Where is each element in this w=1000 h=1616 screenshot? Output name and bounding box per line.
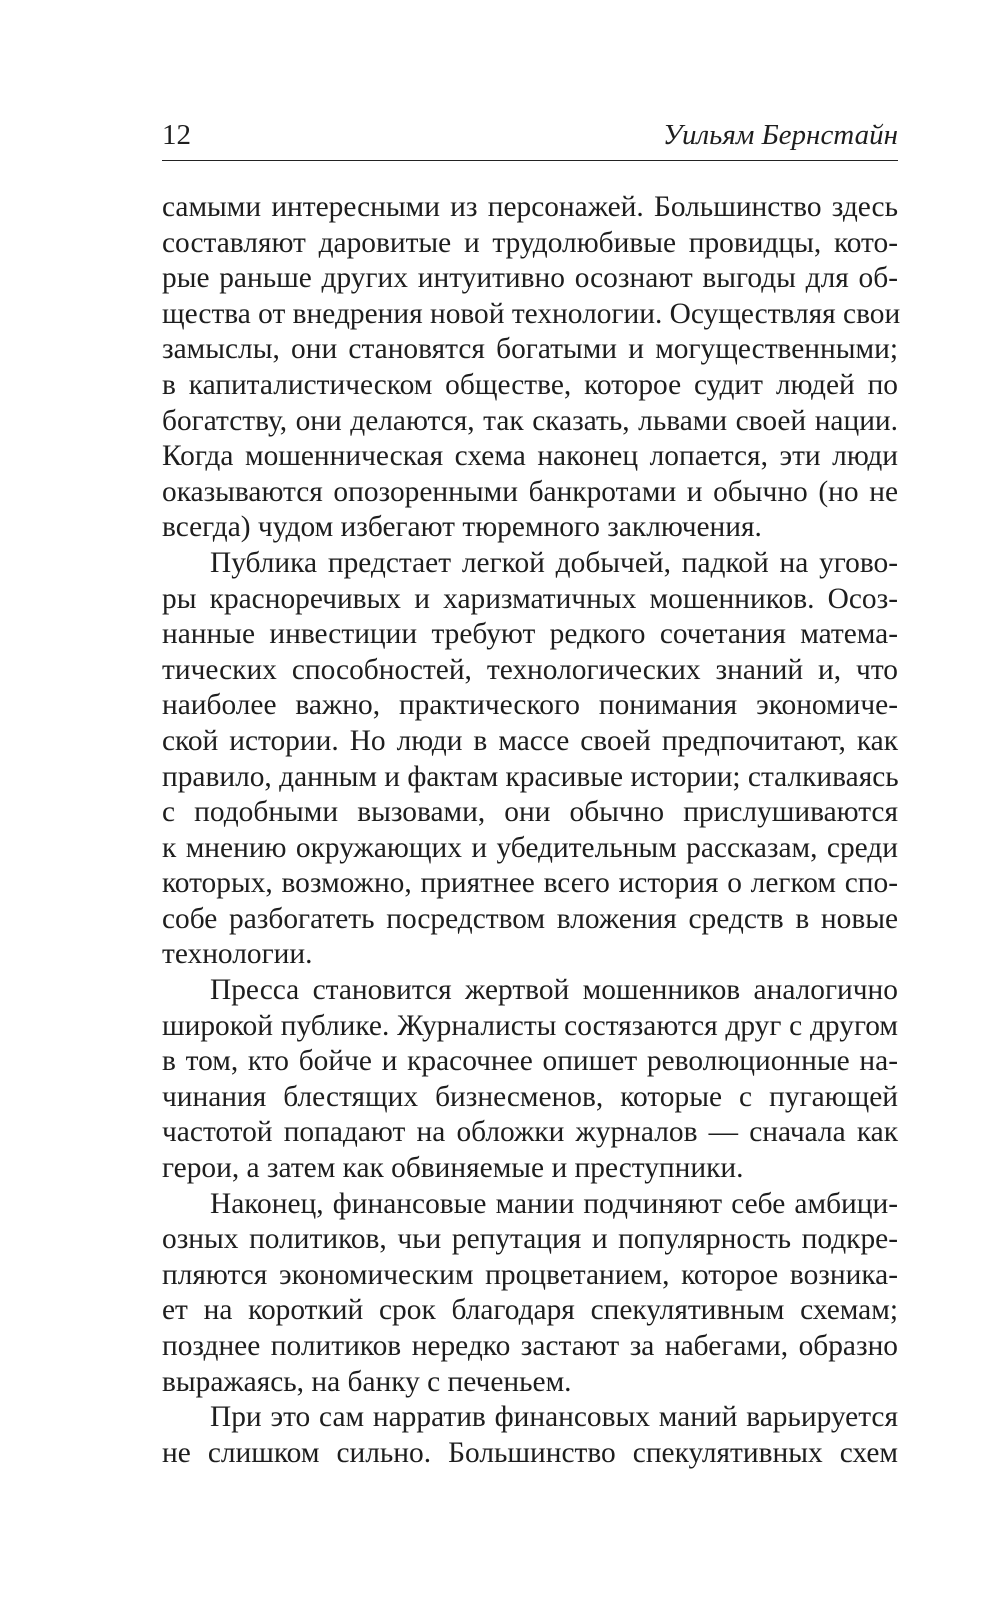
text-line: широкой публике. Журналисты состязаются друг с другом (162, 1009, 898, 1042)
paragraph (162, 1187, 898, 1401)
text-line: позднее политиков нередко застают за набегами, образно (162, 1330, 898, 1362)
text-line: наиболее важно, практического понимания экономиче- (162, 689, 898, 722)
paragraph (162, 973, 898, 1187)
text-line: Пресса становится жертвой мошенников аналогично (210, 974, 898, 1007)
text-line: Наконец, финансовые мании подчиняют себе амбици- (210, 1187, 898, 1220)
text-line: ской истории. Но люди в массе своей предпочитают, как (162, 724, 898, 757)
text-line: правило, данным и фактам красивые истории; сталкиваясь (162, 760, 899, 793)
text-line: богатству, они делаются, так сказать, львами своей нации. (162, 404, 898, 437)
text-line: в том, кто бойче и красочнее опишет революционные на- (162, 1045, 898, 1078)
text-line: составляют даровитые и трудолюбивые провидцы, кото- (162, 226, 898, 259)
text-line: пляются экономическим процветанием, которое возника- (162, 1258, 898, 1291)
text-line: в капиталистическом обществе, которое судит людей по (162, 368, 898, 401)
text-line: При это сам нарратив финансовых маний варьируется (210, 1401, 898, 1434)
text-line: не слишком сильно. Большинство спекулятивных схем (162, 1436, 898, 1469)
text-line: которых, возможно, приятнее всего история о легком спо- (162, 867, 898, 900)
text-line: самыми интересными из персонажей. Большинство здесь (162, 191, 898, 223)
paragraph (162, 1400, 898, 1471)
body-text (162, 190, 901, 1471)
text-line: частотой попадают на обложки журналов — сначала как (162, 1116, 898, 1149)
text-line: герои, а затем как обвиняемые и преступники. (162, 1152, 744, 1185)
text-line: оказываются опозоренными банкротами и обычно (но не (162, 475, 898, 508)
page-number: 12 (162, 119, 191, 151)
text-line: ет на короткий срок благодаря спекулятивным схемам; (162, 1294, 898, 1327)
text-line: выражаясь, на банку с печеньем. (162, 1365, 572, 1398)
paragraph (162, 546, 898, 973)
running-header (162, 116, 898, 161)
text-line: щества от внедрения новой технологии. Осуществляя свои (162, 297, 901, 330)
text-line: с подобными вызовами, они обычно прислушиваются (162, 796, 898, 829)
text-line: всегда) чудом избегают тюремного заключения. (162, 511, 762, 544)
text-line: Когда мошенническая схема наконец лопается, эти люди (162, 440, 898, 473)
text-line: тических способностей, технологических знаний и, что (162, 653, 898, 686)
text-line: Публика предстает легкой добычей, падкой на угово- (210, 546, 898, 579)
paragraph (162, 190, 901, 546)
text-line: ры красноречивых и харизматичных мошенников. Осоз- (162, 582, 898, 615)
text-line: нанные инвестиции требуют редкого сочетания матема- (162, 618, 898, 651)
text-line: собе разбогатеть посредством вложения средств в новые (162, 902, 898, 935)
text-line: чинания блестящих бизнесменов, которые с пугающей (162, 1080, 898, 1113)
text-line: замыслы, они становятся богатыми и могущественными; (162, 333, 898, 366)
text-line: технологии. (162, 938, 313, 971)
text-line: озных политиков, чьи репутация и популярность подкре- (162, 1223, 898, 1256)
text-line: рые раньше других интуитивно осознают выгоды для об- (162, 262, 898, 295)
text-line: к мнению окружающих и убедительным рассказам, среди (162, 831, 898, 864)
running-title: Уильям Бернстайн (662, 119, 898, 151)
